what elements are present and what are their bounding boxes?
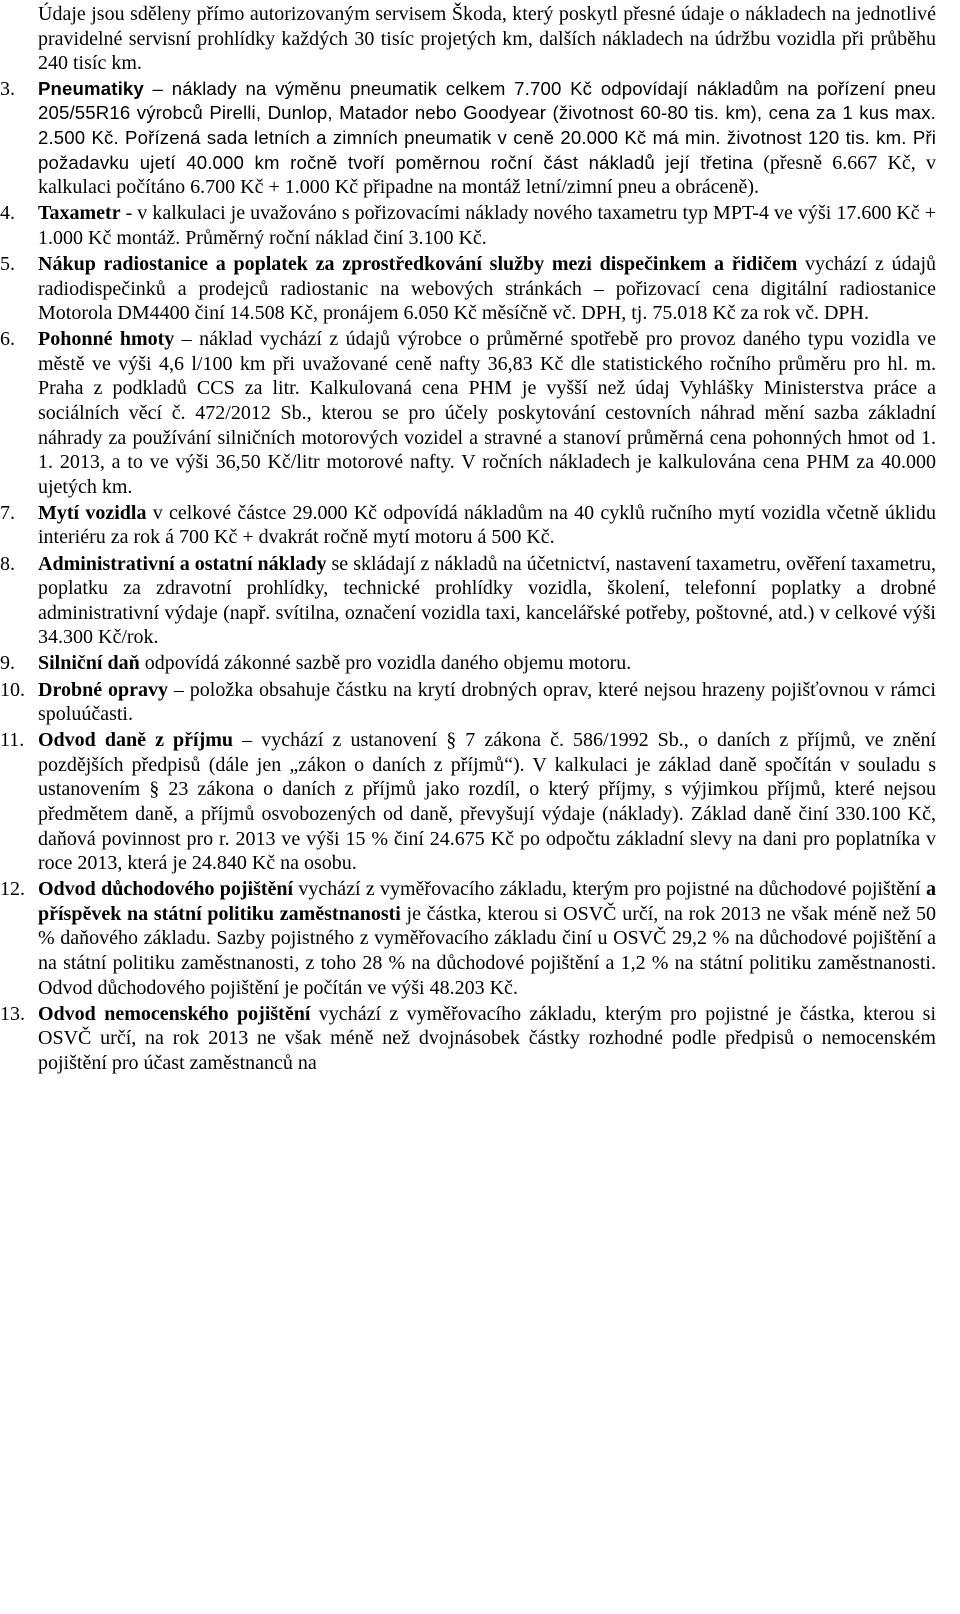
item-number: 10. [0, 678, 25, 701]
item-title: Nákup radiostanice a poplatek za zprostředkování služby mezi dispečinkem a řidičem [38, 252, 798, 275]
list-item-5 [0, 252, 937, 326]
list-item-3 [0, 77, 936, 200]
item-title: Pneumatiky [38, 77, 144, 99]
item-body: se skládají z nákladů na účetnictví, nastavení taxametru, ověření taxametru, poplatku za zdravotní prohlídky, technické prohlídky vozidla, školení, telefonní poplatky a drobné administrativní výdaje (např. svítilna, označení vozidla taxi, kancelářské potřeby, poštovné, atd.) v celkové výši 34.300 Kč/rok. [38, 552, 936, 649]
item-number: 4. [0, 202, 15, 225]
item-body: vychází z vyměřovacího základu, kterým pro pojistné na důchodové pojištění [293, 878, 926, 901]
intro-paragraph: Údaje jsou sděleny přímo autorizovaným servisem Škoda, který poskytl přesné údaje o nákladech na jednotlivé pravidelné servisní prohlídky každých 30 tisíc projetých km, dalších nákladech na údržbu vozidla při průběhu 240 tisíc km. [38, 3, 936, 75]
item-body: v celkové částce 29.000 Kč odpovídá nákladům na 40 cyklů ručního mytí vozidla včetně úklidu interiéru za rok á 700 Kč + dvakrát ročně mytí motoru á 500 Kč. [38, 501, 936, 549]
item-title: Odvod nemocenského pojištění [38, 1002, 311, 1025]
item-body: – náklady na výměnu pneumatik celkem 7.700 Kč odpovídají nákladům na pořízení pneu 205/55R16 výrobců Pirelli, Dunlop, Matador nebo Goodyear (životnost 60-80 tis. km), cena za 1 kus max. 2.500 Kč. Pořízená sada letních a zimních pneumatik v ceně 20.000 Kč má min. životnost 120 tis. km. Při požadavku ujetí 40.000 km ročně tvoří poměrnou roční část nákladů její třetina [38, 77, 936, 173]
item-body: vychází z vyměřovacího základu, kterým pro pojistné je částka, kterou si OSVČ určí, na rok 2013 ne však méně než dvojnásobek částky rozhodné podle předpisů o nemocenském pojištění pro účast zaměstnanců na [38, 1002, 936, 1074]
item-title: Odvod daně z příjmu [38, 729, 234, 752]
item-title: Drobné opravy [38, 678, 168, 701]
item-title: Pohonné hmoty [38, 328, 175, 351]
list-item-6 [0, 327, 937, 499]
item-body: – položka obsahuje částku na krytí drobných oprav, které nejsou hrazeny pojišťovnou v rámci spoluúčasti. [38, 678, 936, 726]
item-body: vychází z údajů radiodispečinků a prodejců radiostanic na webových stránkách – pořizovací cena digitální radiostanice Motorola DM4400 činí 14.508 Kč, pronájem 6.050 Kč měsíčně vč. DPH, tj. 75.018 Kč za rok vč. DPH. [38, 252, 937, 325]
item-title: Silniční daň [38, 652, 140, 675]
item-title: Mytí vozidla [38, 501, 147, 524]
item-number: 6. [0, 328, 15, 351]
item-title: Odvod důchodového pojištění [38, 878, 294, 901]
list-item-10 [0, 678, 936, 727]
item-title: Administrativní a ostatní náklady [38, 552, 327, 575]
item-body: - v kalkulaci je uvažováno s pořizovacími náklady nového taxametru typ MPT-4 ve výši 17.600 Kč + 1.000 Kč montáž. Průměrný roční náklad činí 3.100 Kč. [38, 202, 936, 249]
list-item-9 [0, 651, 936, 676]
list-item-8 [0, 552, 936, 650]
list-item-7 [0, 501, 936, 550]
item-number: 13. [0, 1002, 25, 1025]
item-number: 7. [0, 501, 15, 524]
list-item-12 [0, 877, 936, 1000]
item-body: odpovídá zákonné sazbě pro vozidla daného objemu motoru. [139, 652, 632, 675]
item-number: 8. [0, 552, 15, 575]
item-body-continued: je částka, kterou si OSVČ určí, na rok 2013 ne však méně než 50 % daňového základu. Sazby pojistného z vyměřovacího základu činí u OSVČ 29,2 % na důchodové pojištění a na státní politiku zaměstnanosti, z toho 28 % na důchodové pojištění a 1,2 % na státní politiku zaměstnanosti. Odvod důchodového pojištění je počítán ve výši 48.203 Kč. [38, 902, 936, 999]
item-number: 5. [0, 252, 15, 275]
item-bold-phrase: a příspěvek na státní politiku zaměstnanosti [38, 878, 936, 925]
item-number: 11. [0, 729, 25, 752]
item-body: – vychází z ustanovení § 7 zákona č. 586/1992 Sb., o daních z příjmů, ve znění pozdějších předpisů (dále jen „zákon o daních z příjmů“). V kalkulaci je základ daně spočítán v souladu s ustanovením § 23 zákona o daních z příjmů jako rozdíl, o který příjmy, s výjimkou příjmů, které nejsou předmětem daně, a příjmů osvobozených od daně, převyšují výdaje (náklady). Základ daně činí 330.100 Kč, daňová povinnost pro r. 2013 ve výši 15 % činí 24.675 Kč po odpočtu základní slevy na dani pro poplatníka v roce 2013, která je 24.840 Kč na osobu. [38, 729, 936, 875]
list-item-13 [0, 1002, 936, 1076]
item-body: – náklad vychází z údajů výrobce o průměrné spotřebě pro provoz daného typu vozidla ve městě ve výši 4,6 l/100 km při uvažované ceně nafty 36,83 Kč dle statistického ročního průměru pro hl. m. Praha z podkladů CCS za litr. Kalkulovaná cena PHM je vyšší než údaj Vyhlášky Ministerstva práce a sociálních věcí č. 472/2012 Sb., kterou se pro účely poskytování cestovních náhrad mění sazba základní náhrady za používání silničních motorových vozidel a stravné a stanoví průměrná cena pohonných hmot od 1. 1. 2013, a to ve výši 36,50 Kč/litr motorové nafty. V ročních nákladech je kalkulována cena PHM za 40.000 ujetých km. [38, 328, 937, 498]
list-item-11 [0, 728, 936, 876]
item-number: 12. [0, 878, 25, 901]
document-page [0, 2, 937, 1077]
item-body-continued: (přesně 6.667 Kč, v kalkulaci počítáno 6.700 Kč + 1.000 Kč připadne na montáž letní/zimní pneu a obráceně). [38, 151, 936, 199]
item-title: Taxametr [38, 202, 121, 225]
list-item-4 [0, 201, 936, 250]
item-number: 3. [0, 77, 15, 100]
item-number: 9. [0, 652, 15, 675]
